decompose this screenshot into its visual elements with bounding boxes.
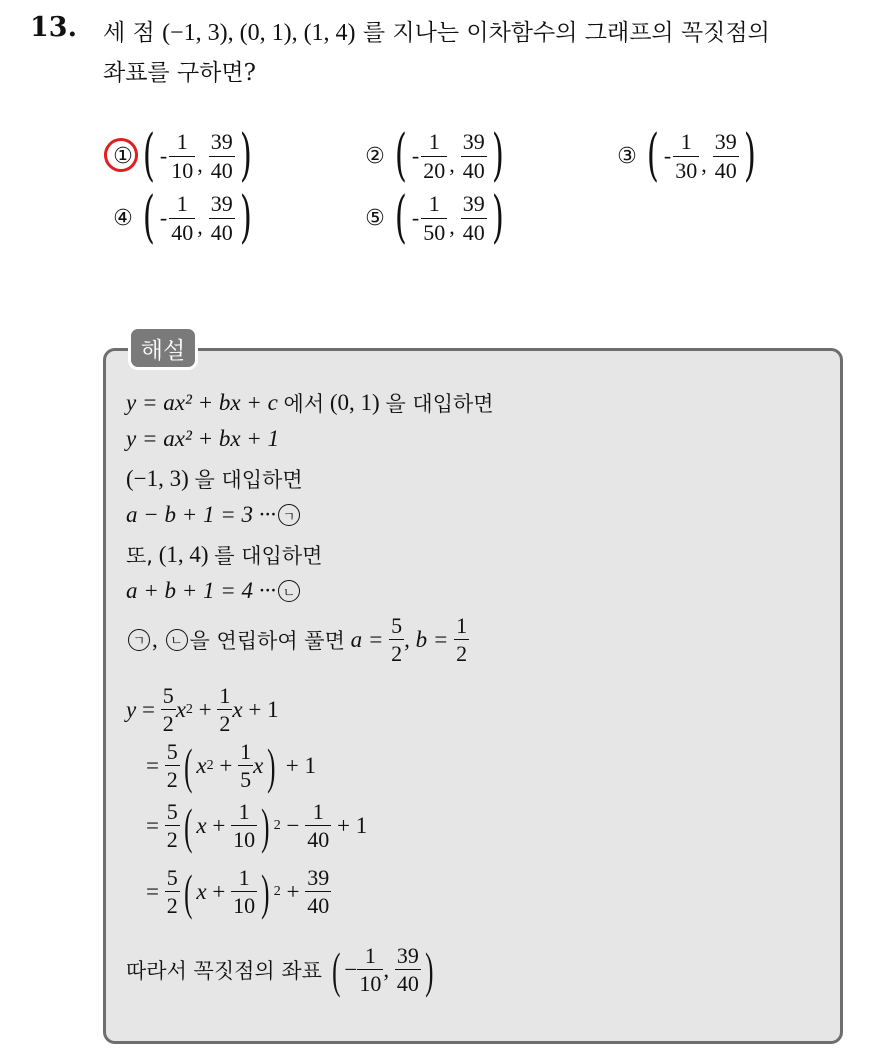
x-fraction: $\frac{1}{50}$ [423, 191, 446, 245]
question-points: (−1, 3), (0, 1), (1, 4) [162, 20, 356, 46]
choice-3[interactable]: ③ ( - $\frac{1}{30}$ , $\frac{39}{40}$ ) [612, 128, 761, 184]
x-fraction: $\frac{1}{10}$ [171, 129, 194, 183]
question-line-1 [103, 14, 770, 47]
x-fraction: $\frac{1}{20}$ [423, 129, 446, 183]
answer-circle-mark [101, 134, 141, 174]
y-fraction: $\frac{39}{40}$ [714, 129, 737, 183]
solution-eq-2: = $\frac{5}{2}$ ( x 2 + $\frac{1}{5}$ x ) + 1 [146, 737, 316, 794]
solution-line-6: a + b + 1 = 4 ··· ㄴ [126, 578, 302, 604]
y-fraction: $\frac{39}{40}$ [462, 191, 485, 245]
solution-line-4: a − b + 1 = 3 ··· ㄱ [126, 502, 302, 528]
question-line-2: 좌표를 구하면? [103, 60, 256, 86]
solution-eq-4: = $\frac{5}{2}$ ( x + $\frac{1}{10}$ ) 2 + $\frac{39}{40}$ [146, 863, 330, 920]
y-fraction: $\frac{39}{40}$ [210, 129, 233, 183]
solution-line-5: 또, (1, 4) 를 대입하면 [126, 542, 323, 568]
circled-mark-1: ㄱ [278, 504, 300, 526]
right-paren: ) [239, 123, 252, 188]
solution-eq-3: = $\frac{5}{2}$ ( x + $\frac{1}{10}$ ) 2 − $\frac{1}{40}$ + 1 [146, 797, 368, 854]
choice-2[interactable]: ② ( - $\frac{1}{20}$ , $\frac{39}{40}$ ) [360, 128, 509, 184]
choice-4[interactable]: ④ ( - $\frac{1}{40}$ , $\frac{39}{40}$ ) [108, 190, 257, 246]
solution-tag: 해설 [128, 326, 198, 370]
choice-marker: ③ [617, 143, 637, 169]
choice-marker: ① [108, 144, 138, 169]
solution-line-7: ㄱ , ㄴ 을 연립하여 풀면 a = $\frac{5}{2}$ , b = $\frac{1}{2}$ [126, 614, 469, 665]
solution-conclusion: 따라서 꼭짓점의 좌표 ( − $\frac{1}{10}$ , $\frac{39}{40}$ ) [126, 941, 434, 998]
y-fraction: $\frac{39}{40}$ [462, 129, 485, 183]
solution-line-3: (−1, 3) 을 대입하면 [126, 466, 303, 492]
x-fraction: $\frac{1}{30}$ [675, 129, 698, 183]
circled-mark-2: ㄴ [278, 580, 300, 602]
choice-marker: ⑤ [365, 205, 385, 231]
question-text-b: 를 지나는 이차함수의 그래프의 꼭짓점의 [362, 20, 770, 46]
choice-5[interactable]: ⑤ ( - $\frac{1}{50}$ , $\frac{39}{40}$ ) [360, 190, 509, 246]
choice-marker: ② [365, 143, 385, 169]
question-text-a: 세 점 [103, 20, 155, 46]
solution-eq-1: y = $\frac{5}{2}$ x 2 + $\frac{1}{2}$ x + 1 [126, 683, 279, 737]
y-fraction: $\frac{39}{40}$ [210, 191, 233, 245]
question-number: 13. [30, 12, 77, 43]
choice-1[interactable]: ① ( - $\frac{1}{10}$ , $\frac{39}{40}$ ) [108, 128, 257, 184]
solution-line-1: y = ax² + bx + c 에서 (0, 1) 을 대입하면 [126, 390, 494, 416]
solution-line-2: y = ax² + bx + 1 [126, 426, 280, 451]
choice-marker: ④ [113, 205, 133, 231]
left-paren: ( [142, 123, 155, 188]
x-fraction: $\frac{1}{40}$ [171, 191, 194, 245]
